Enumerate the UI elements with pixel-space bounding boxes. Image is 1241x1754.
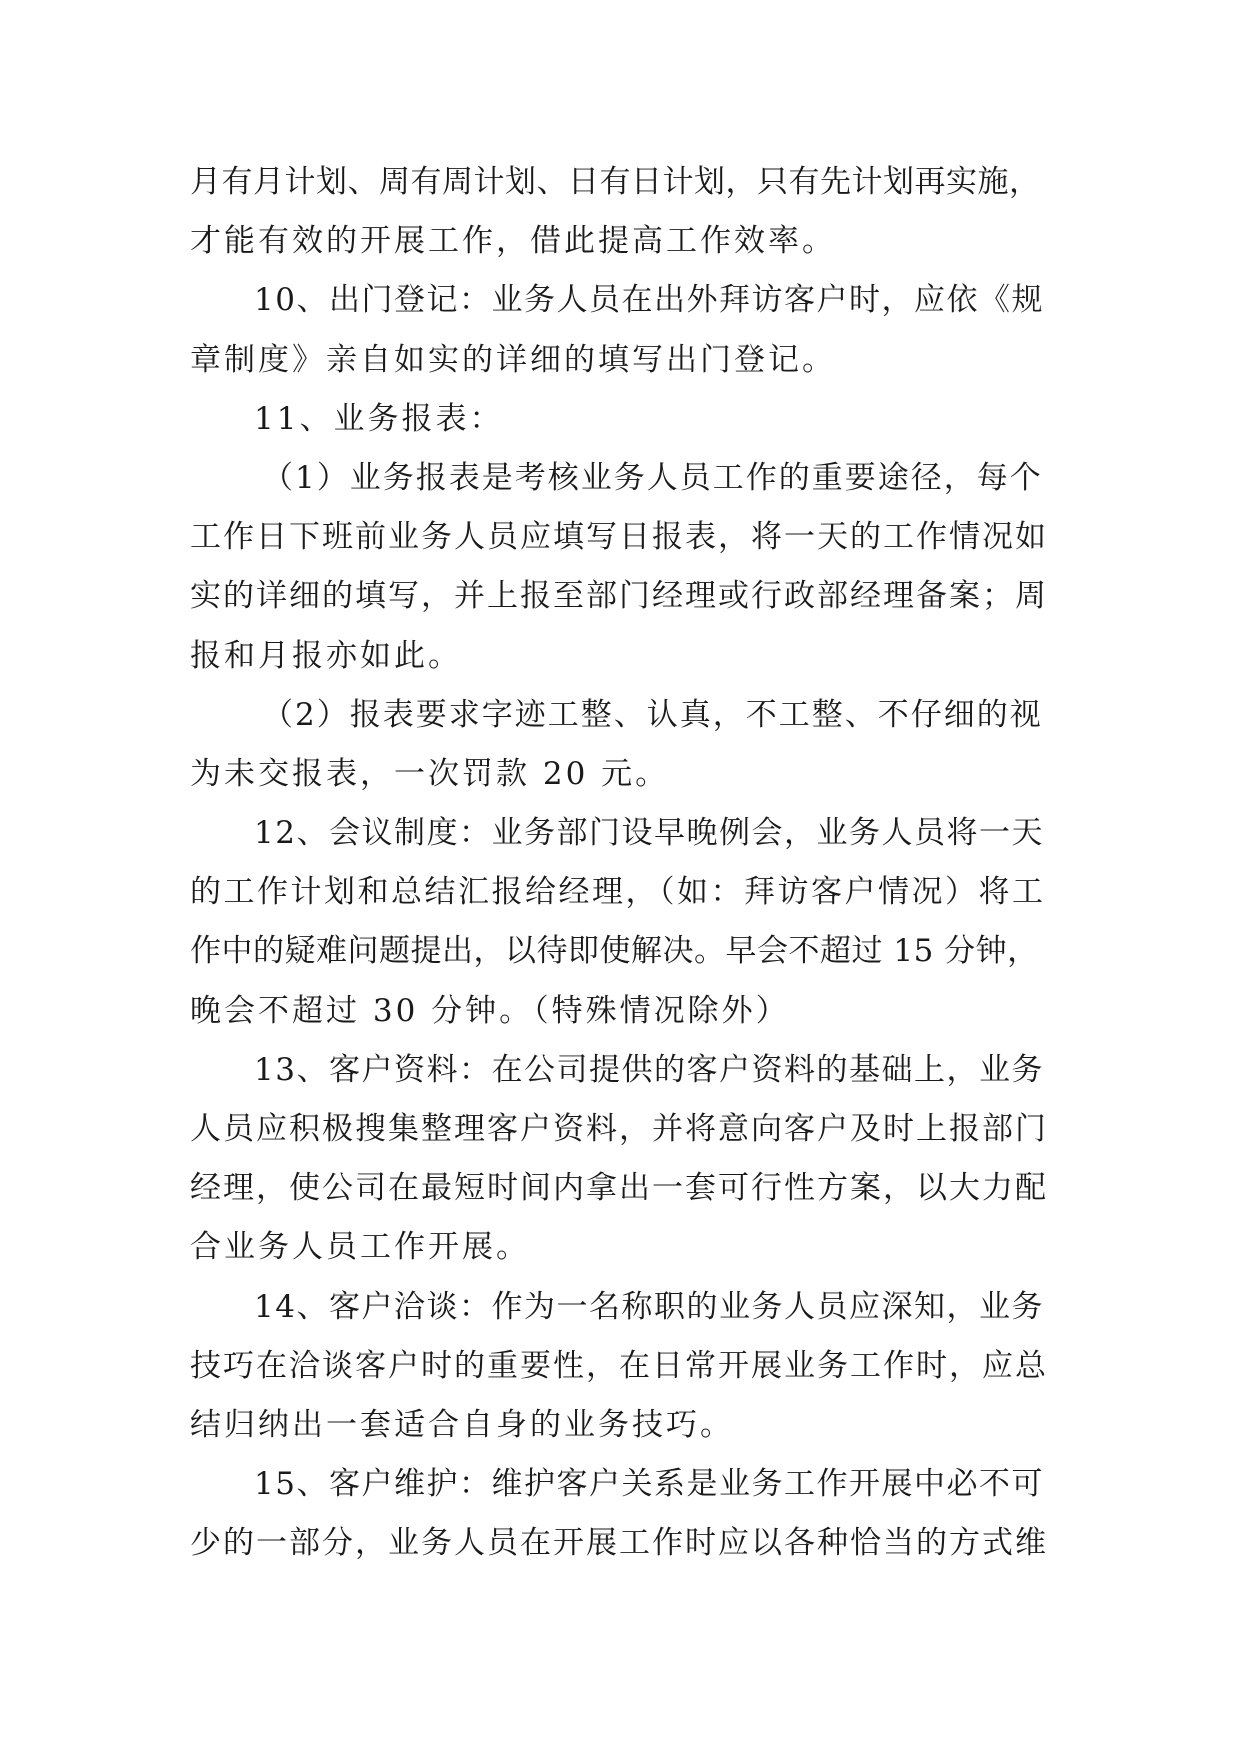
- text-line: 才能有效的开展工作，借此提高工作效率。: [190, 223, 836, 260]
- text-line: 报和月报亦如此。: [190, 637, 462, 674]
- text-line: 工作日下班前业务人员应填写日报表，将一天的工作情况如: [190, 519, 1048, 556]
- paragraph-15-customer-maintenance: [190, 1455, 1050, 1573]
- text-line: （1）业务报表是考核业务人员工作的重要途径，每个: [262, 459, 1043, 496]
- paragraph-13-customer-data: [190, 1041, 1050, 1278]
- text-line: 合业务人员工作开展。: [190, 1229, 530, 1266]
- paragraph-11-item-2: [190, 686, 1050, 804]
- paragraph-plan-continuation: [190, 153, 1050, 271]
- paragraph-11-item-1: [190, 449, 1050, 686]
- paragraph-14-customer-negotiation: [190, 1278, 1050, 1456]
- paragraph-11-business-reports: [190, 390, 1050, 449]
- text-line: 技巧在洽谈客户时的重要性，在日常开展业务工作时，应总: [190, 1347, 1048, 1384]
- text-line: 12、会议制度：业务部门设早晚例会，业务人员将一天: [254, 815, 1044, 852]
- text-line: 10、出门登记：业务人员在出外拜访客户时，应依《规: [254, 282, 1044, 319]
- text-line: 的工作计划和总结汇报给经理，（如：拜访客户情况）将工: [190, 874, 1046, 911]
- text-line: 月有月计划、周有周计划、日有日计划，只有先计划再实施，: [190, 164, 1041, 200]
- text-line: 章制度》亲自如实的详细的填写出门登记。: [190, 341, 836, 378]
- text-line: 14、客户洽谈：作为一名称职的业务人员应深知，业务: [254, 1288, 1044, 1325]
- text-line: 实的详细的填写，并上报至部门经理或行政部经理备案；周: [190, 578, 1048, 615]
- text-line: 15、客户维护：维护客户关系是业务工作开展中必不可: [254, 1466, 1044, 1503]
- text-line: （2）报表要求字迹工整、认真，不工整、不仔细的视: [262, 696, 1043, 733]
- paragraph-10-exit-registration: [190, 271, 1050, 389]
- text-line: 晚会不超过 30 分钟。（特殊情况除外）: [190, 992, 790, 1029]
- text-line: 为未交报表，一次罚款 20 元。: [190, 755, 670, 792]
- text-line: 结归纳出一套适合自身的业务技巧。: [190, 1406, 734, 1443]
- text-line: 13、客户资料：在公司提供的客户资料的基础上，业务: [254, 1051, 1044, 1088]
- text-line: 人员应积极搜集整理客户资料，并将意向客户及时上报部门: [190, 1111, 1048, 1147]
- text-line: 少的一部分，业务人员在开展工作时应以各种恰当的方式维: [190, 1525, 1048, 1562]
- paragraph-12-meeting-system: [190, 804, 1050, 1041]
- text-line: 经理，使公司在最短时间内拿出一套可行性方案，以大力配: [190, 1170, 1048, 1207]
- text-line: 11、业务报表：: [254, 400, 504, 437]
- text-line: 作中的疑难问题提出，以待即使解决。早会不超过 15 分钟，: [190, 933, 1039, 970]
- document-body: [190, 153, 1050, 1574]
